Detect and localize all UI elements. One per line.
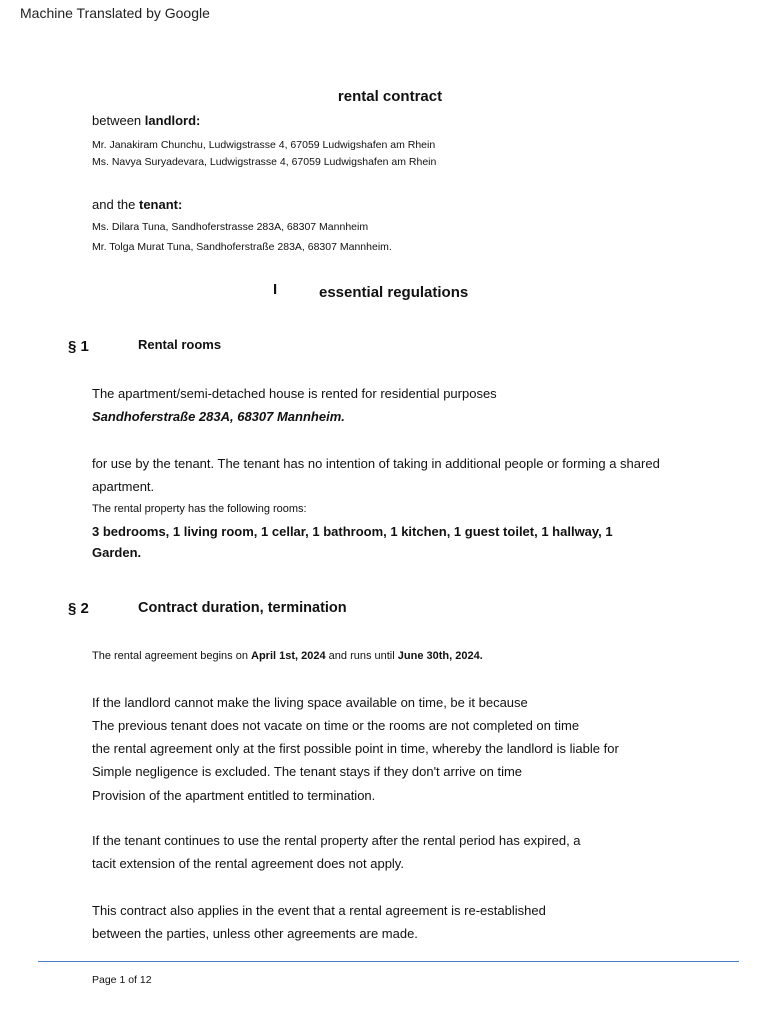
tenant-1: Ms. Dilara Tuna, Sandhoferstrasse 283A, 68307 Mannheim — [92, 221, 369, 233]
rooms-line2: Garden. — [92, 545, 142, 560]
section-2-para3-line1: This contract also applies in the event that a rental agreement is re-established — [92, 903, 546, 918]
part-title: essential regulations — [319, 284, 469, 301]
section-2-para1-line3: the rental agreement only at the first possible point in time, whereby the landlord is liable for — [92, 741, 619, 756]
rooms-line1: 3 bedrooms, 1 living room, 1 cellar, 1 bathroom, 1 kitchen, 1 guest toilet, 1 hallway, 1 — [92, 524, 613, 539]
begin-date: April 1st, 2024 — [251, 650, 326, 662]
landlord-intro — [92, 113, 200, 128]
tenant-label: tenant: — [139, 197, 183, 212]
section-1-title: Rental rooms — [138, 337, 222, 352]
section-2-para1-line4: Simple negligence is excluded. The tenant stays if they don't arrive on time — [92, 764, 523, 779]
footer-divider — [38, 961, 739, 962]
page-number: Page 1 of 12 — [92, 974, 152, 986]
section-2-para1-line1: If the landlord cannot make the living space available on time, be it because — [92, 695, 528, 710]
section-2-title: Contract duration, termination — [138, 600, 347, 616]
section-1-number: § 1 — [68, 338, 89, 355]
section-2-para3-line2: between the parties, unless other agreements are made. — [92, 926, 418, 941]
tenant-2: Mr. Tolga Murat Tuna, Sandhoferstraße 283A, 68307 Mannheim. — [92, 241, 392, 253]
part-numeral: I — [273, 281, 278, 298]
landlord-intro-prefix: between — [92, 113, 142, 128]
rental-period-line — [92, 650, 483, 662]
section-2-para2-line2: tacit extension of the rental agreement does not apply. — [92, 856, 404, 871]
section-1-p1: The apartment/semi-detached house is rented for residential purposes — [92, 386, 497, 401]
tenant-intro-prefix: and the — [92, 197, 136, 212]
section-2-para2-line1: If the tenant continues to use the rental property after the rental period has expired, a — [92, 833, 581, 848]
machine-translation-banner: Machine Translated by Google — [20, 5, 210, 21]
begin-prefix: The rental agreement begins on — [92, 650, 248, 662]
section-2-number: § 2 — [68, 600, 89, 617]
section-2-para1-line5: Provision of the apartment entitled to termination. — [92, 788, 376, 803]
landlord-1: Mr. Janakiram Chunchu, Ludwigstrasse 4, 67059 Ludwigshafen am Rhein — [92, 139, 436, 151]
landlord-label: landlord: — [144, 113, 201, 128]
rental-address: Sandhoferstraße 283A, 68307 Mannheim. — [92, 409, 345, 424]
section-2-para1-line2: The previous tenant does not vacate on time or the rooms are not completed on time — [92, 718, 580, 733]
section-1-p2-line2: apartment. — [92, 479, 155, 494]
section-1-p2-line1: for use by the tenant. The tenant has no intention of taking in additional people or forming a shared — [92, 456, 660, 471]
document-title: rental contract — [337, 88, 443, 105]
tenant-intro — [92, 197, 182, 212]
rooms-intro: The rental property has the following rooms: — [92, 503, 307, 515]
landlord-2: Ms. Navya Suryadevara, Ludwigstrasse 4, 67059 Ludwigshafen am Rhein — [92, 156, 437, 168]
begin-mid: and runs until — [328, 650, 395, 662]
end-date: June 30th, 2024. — [397, 650, 483, 662]
